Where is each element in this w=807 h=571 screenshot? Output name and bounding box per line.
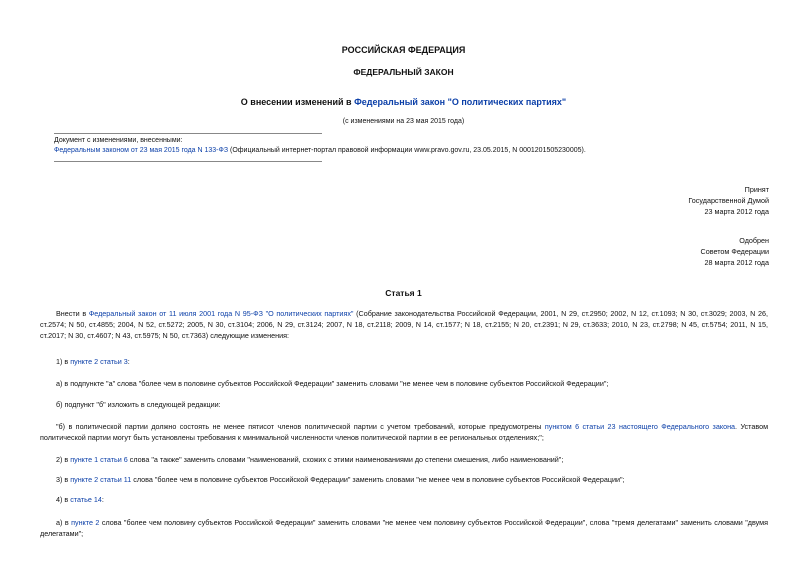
article-title: Статья 1 (385, 288, 422, 298)
article-3-link[interactable]: пункте 2 статьи 3 (70, 357, 128, 366)
law-type-heading: ФЕДЕРАЛЬНЫЙ ЗАКОН (353, 67, 454, 77)
title-prefix: О внесении изменений в (240, 97, 355, 107)
paragraph-text: 3) в (56, 475, 71, 484)
paragraph-text: слова "более чем в половине субъектов Российской Федерации" заменить словами "не менее чем в половине субъектов Российской Федерации"; (131, 475, 625, 484)
adopted-line-3: 23 марта 2012 года (704, 207, 769, 216)
paragraph-text: : (101, 495, 104, 504)
paragraph-item-1b: б) подпункт "б" изложить в следующей редакции: (56, 400, 221, 409)
paragraph-text: а) в (56, 518, 72, 527)
note-amendment-line (54, 146, 586, 155)
paragraph-quote (40, 421, 768, 443)
paragraph-text: 1) в (56, 357, 71, 366)
article-14-link[interactable]: статье 14 (70, 495, 102, 504)
adopted-line-1: Принят (744, 185, 769, 194)
note-bottom-rule (54, 161, 322, 162)
adopted-line-2: Государственной Думой (688, 196, 769, 205)
federation-heading: РОССИЙСКАЯ ФЕДЕРАЦИЯ (341, 45, 466, 55)
adopted-block (688, 184, 769, 217)
paragraph-text: . Уставом политической партии могут быть установлены требования к минимальной численности членов политической партии в ее региональных отделениях;"; (40, 422, 769, 442)
paragraph-text: слова "более чем половину субъектов Российской Федерации" заменить словами "не менее чем половину субъектов Российской Федерации", слова "тремя делегатами" заменить словами "двумя делегатами"; (40, 518, 768, 538)
paragraph-text: 2) в (56, 455, 71, 464)
paragraph-item-3 (40, 474, 768, 485)
note-top-rule (54, 133, 322, 134)
revision-subtitle: (с изменениями на 23 мая 2015 года) (342, 118, 465, 125)
paragraph-text: "б) в политической партии должно состоять не менее пятисот членов политической партии с учетом требований, которые предусмотрены (56, 422, 545, 431)
paragraph-item-1a: а) в подпункте "а" слова "более чем в половине субъектов Российской Федерации" заменить словами "не менее чем в половине субъектов Российской Федерации"; (56, 379, 609, 388)
approved-block (701, 235, 769, 268)
note-amendment-source: (Официальный интернет-портал правовой информации www.pravo.gov.ru, 23.05.2015, N 0001201505230005). (228, 147, 586, 154)
paragraph-text: (Собрание законодательства Российской Федерации, 2001, N 29, ст.2950; 2002, N 12, ст.1093; N 30, ст.3029; 2003, N 26, ст.2574; N 50, ст.4855; 2004, N 52, ст.5272; 2005, N 30, ст.3104; 2006, N 29, ст.3124; 2007, N 18, ст.2118; 2009, N 14, ст.1577; N 18, ст.2155; N 20, ст.2391; N 29, ст.3633; 2010, N 23, ст.2798; N 45, ст.5754; 2011, N 15, ст.2017; N 30, ст.4607; N 43, ст.5975; N 50, ст.7363) следующие изменения: (40, 309, 769, 340)
paragraph-text: 4) в (56, 495, 71, 504)
article-11-link[interactable]: пункте 2 статьи 11 (70, 475, 132, 484)
paragraph-item-1 (40, 356, 768, 367)
paragraph-text: слова "а также" заменить словами "наименований, схожих с этими наименованиями до степени смешения, либо наименований"; (127, 455, 564, 464)
article-23-link[interactable]: пунктом 6 статьи 23 настоящего Федерального закона (544, 422, 736, 431)
title-law-link[interactable]: Федеральный закон "О политических партиях" (354, 97, 567, 107)
approved-line-1: Одобрен (739, 236, 769, 245)
note-amendment-link[interactable]: Федеральным законом от 23 мая 2015 года N 133-ФЗ (54, 147, 229, 154)
document-title (0, 96, 807, 108)
law-95fz-link[interactable]: Федеральный закон от 11 июля 2001 года N 95-ФЗ "О политических партиях" (88, 309, 354, 318)
article-6-link[interactable]: пункте 1 статьи 6 (70, 455, 128, 464)
paragraph-item-4a (40, 517, 768, 539)
approved-line-2: Советом Федерации (700, 247, 769, 256)
approved-line-3: 28 марта 2012 года (704, 258, 769, 267)
clause-2-link[interactable]: пункте 2 (71, 518, 100, 527)
note-intro: Документ с изменениями, внесенными: (54, 137, 183, 144)
paragraph-text: : (127, 357, 130, 366)
paragraph-item-4 (40, 494, 768, 505)
paragraph-intro (40, 308, 768, 341)
paragraph-text: Внести в (56, 309, 89, 318)
paragraph-item-2 (40, 454, 768, 465)
